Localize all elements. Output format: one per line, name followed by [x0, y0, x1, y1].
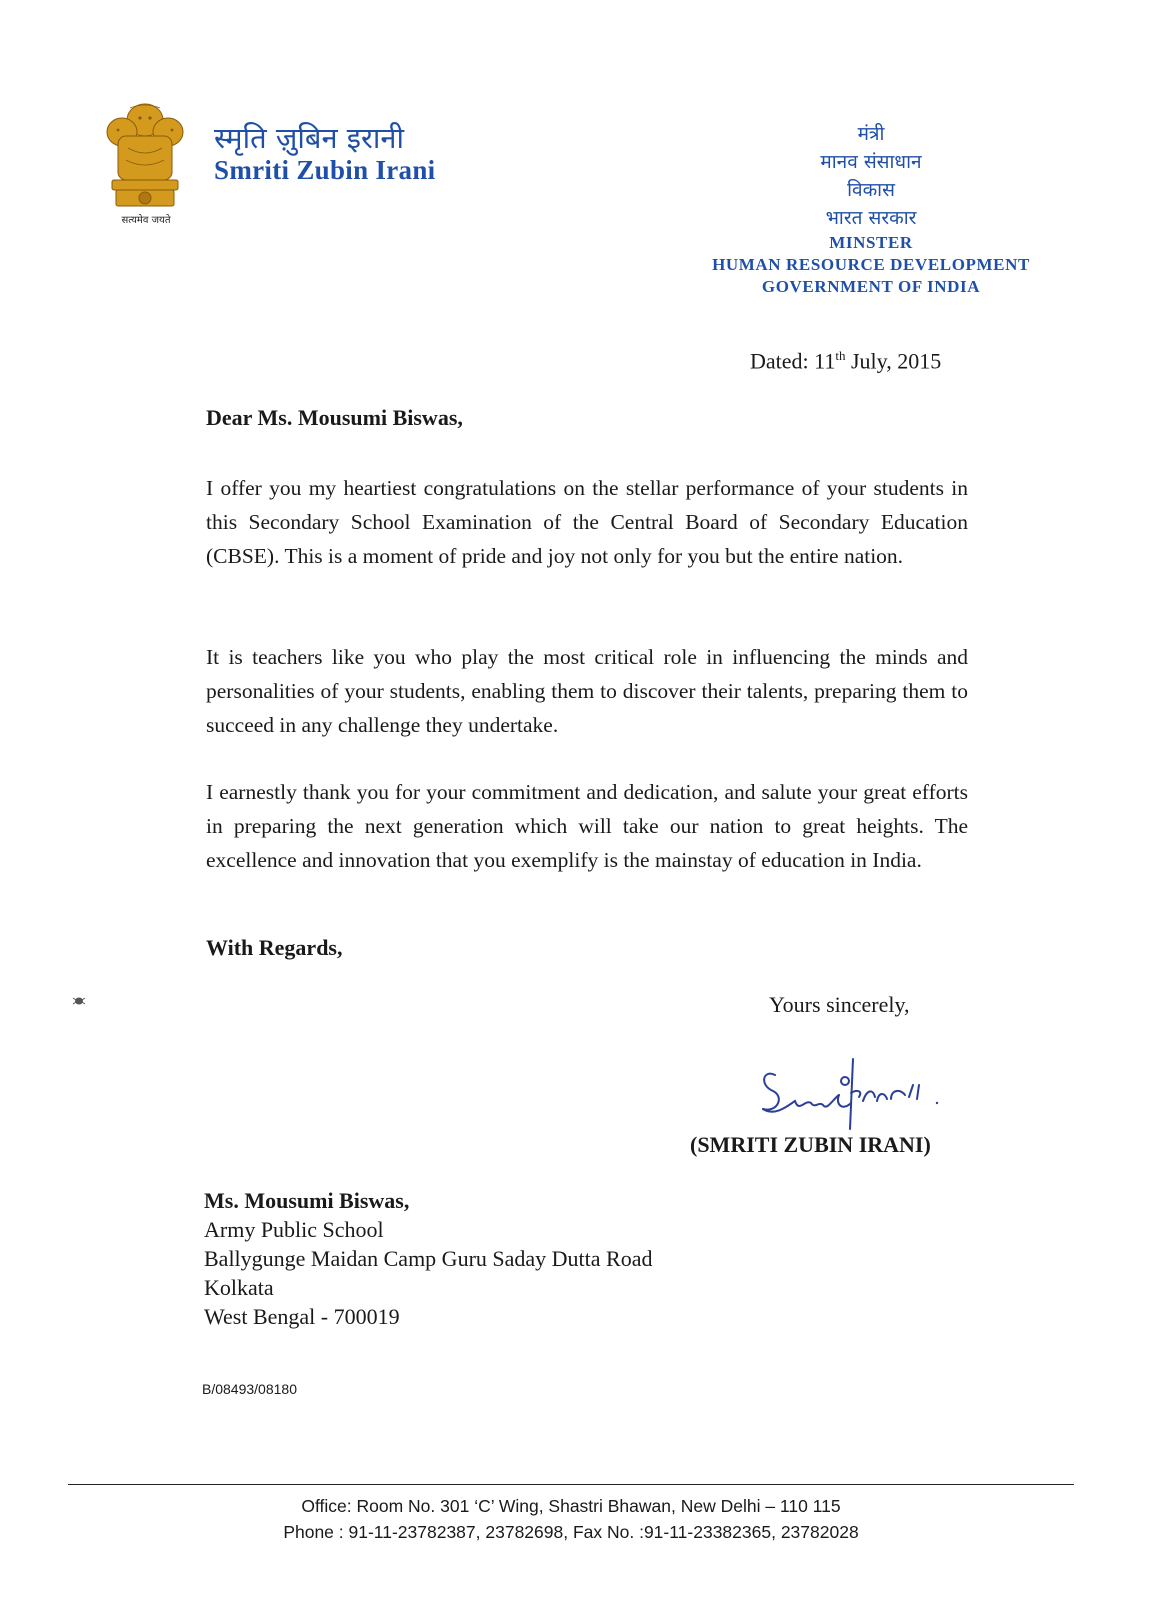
reference-number: B/08493/08180 — [202, 1381, 297, 1397]
footer-office-address: Office: Room No. 301 ‘C’ Wing, Shastri Bhawan, New Delhi – 110 115 — [301, 1496, 841, 1516]
signatory-name: (SMRITI ZUBIN IRANI) — [690, 1132, 931, 1157]
date-suffix: July, 2015 — [845, 348, 942, 374]
emblem-motto: सत्यमेव जयते — [121, 215, 171, 226]
letterhead-name-english: Smriti Zubin Irani — [214, 155, 436, 185]
recipient-address-line: West Bengal - 700019 — [204, 1304, 400, 1329]
office-hindi-line: विकास — [847, 179, 895, 201]
office-english-line: MINSTER — [829, 233, 913, 252]
office-hindi-line: मानव संसाधान — [820, 151, 922, 173]
office-hindi-line: भारत सरकार — [825, 207, 917, 229]
date-superscript: th — [835, 348, 846, 363]
valediction: Yours sincerely, — [769, 992, 910, 1017]
office-english-line: HUMAN RESOURCE DEVELOPMENT — [712, 255, 1030, 274]
national-emblem-icon — [100, 98, 190, 228]
recipient-address-line: Ballygunge Maidan Camp Guru Saday Dutta Road — [204, 1246, 653, 1271]
closing-regards: With Regards, — [206, 935, 343, 960]
salutation: Dear Ms. Mousumi Biswas, — [206, 405, 463, 430]
date-prefix: Dated: 11 — [750, 348, 836, 374]
body-paragraph-3: I earnestly thank you for your commitment and dedication, and salute your great efforts in preparing the next generation which will take our nation to great heights. The excellence and innovation that you exemplify is the mainstay of education in India. — [206, 780, 968, 872]
letterhead-name-hindi: स्मृति ज़ुबिन इरानी — [214, 121, 405, 155]
footer — [68, 1493, 1074, 1545]
recipient-name: Ms. Mousumi Biswas, — [204, 1188, 410, 1213]
office-designation — [690, 120, 1052, 298]
footer-divider — [68, 1484, 1074, 1485]
recipient-address-line: Kolkata — [204, 1275, 274, 1300]
recipient-address-line: Army Public School — [204, 1217, 384, 1242]
office-english-line: GOVERNMENT OF INDIA — [761, 277, 981, 296]
office-hindi-line: मंत्री — [857, 123, 885, 145]
body-paragraph-1: I offer you my heartiest congratulations on the stellar performance of your students in this Secondary School Examination of the Central Board of Secondary Education (CBSE). This is a moment of pride and joy not only for you but the entire nation. — [206, 476, 968, 568]
recipient-address — [204, 1186, 652, 1331]
handwritten-signature — [755, 1055, 970, 1135]
scan-speck-icon — [72, 995, 86, 1007]
letter-date — [750, 348, 941, 374]
footer-phone: Phone : 91-11-23782387, 23782698, Fax No. :91-11-23382365, 23782028 — [283, 1522, 859, 1542]
body-paragraph-2: It is teachers like you who play the most critical role in influencing the minds and personalities of your students, enabling them to discover their talents, preparing them to succeed in any challenge they undertake. — [206, 645, 968, 737]
